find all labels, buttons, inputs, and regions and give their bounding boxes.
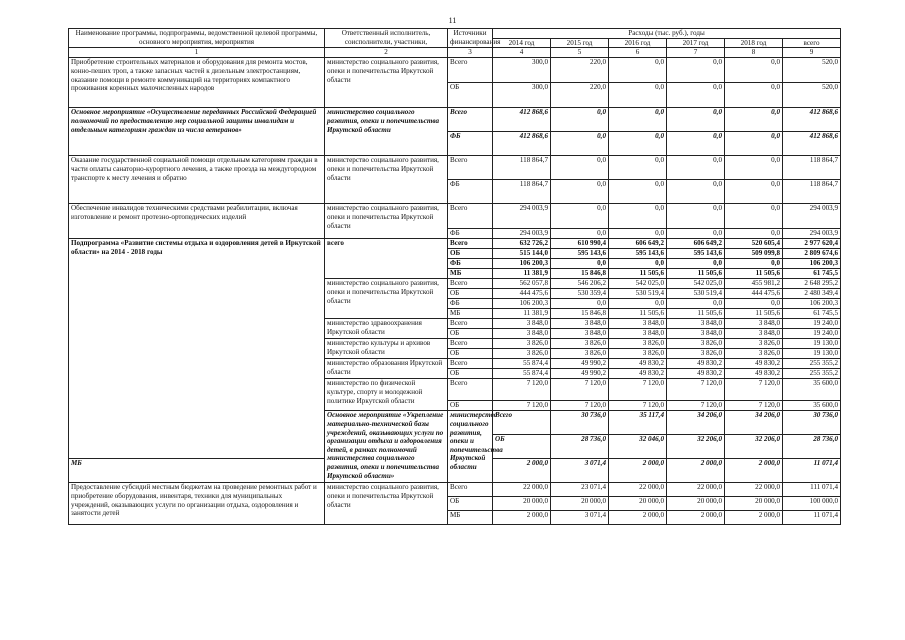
value-total: 19 240,0 bbox=[783, 319, 841, 329]
value-2016: 595 143,6 bbox=[609, 249, 667, 259]
funding-source: Всего bbox=[448, 339, 493, 349]
value-2018: 3 848,0 bbox=[725, 329, 783, 339]
value-2016: 606 649,2 bbox=[609, 239, 667, 249]
value-total: 11 071,4 bbox=[783, 459, 841, 483]
value-2017: 2 000,0 bbox=[667, 511, 725, 525]
value-2016: 0,0 bbox=[609, 299, 667, 309]
value-total: 255 355,2 bbox=[783, 369, 841, 379]
col-num: 2 bbox=[325, 48, 448, 58]
value-2018: 7 120,0 bbox=[725, 401, 783, 411]
value-total: 2 977 620,4 bbox=[783, 239, 841, 249]
value-total: 118 864,7 bbox=[783, 156, 841, 180]
value-2018: 0,0 bbox=[725, 156, 783, 180]
value-2015: 23 071,4 bbox=[551, 483, 609, 497]
program-name: Оказание государственной социальной помощи отдельным категориям граждан в части оплаты санаторно-курортного лечения, а также проезда на междугородном транспорте к месту лечения и обратно bbox=[69, 156, 325, 204]
funding-source: Всего bbox=[448, 58, 493, 83]
header-year-2016: 2016 год bbox=[609, 38, 667, 48]
value-2017: 20 000,0 bbox=[667, 497, 725, 511]
value-2018: 0,0 bbox=[725, 180, 783, 204]
value-2016: 3 848,0 bbox=[609, 319, 667, 329]
value-2017: 0,0 bbox=[667, 299, 725, 309]
value-2017: 49 830,2 bbox=[667, 369, 725, 379]
responsible-executor: министерство по физической культуре, спорту и молодежной политике Иркутской области bbox=[325, 379, 448, 411]
funding-source: Всего bbox=[493, 411, 551, 435]
value-2016: 0,0 bbox=[609, 156, 667, 180]
funding-source: Всего bbox=[448, 108, 493, 132]
funding-source: ФБ bbox=[448, 132, 493, 156]
value-2015: 3 071,4 bbox=[551, 511, 609, 525]
value-2014: 55 874,4 bbox=[493, 369, 551, 379]
value-2016: 542 025,0 bbox=[609, 279, 667, 289]
value-2016: 3 826,0 bbox=[609, 349, 667, 359]
value-2018: 520 605,4 bbox=[725, 239, 783, 249]
value-2016: 0,0 bbox=[609, 204, 667, 229]
value-2018: 20 000,0 bbox=[725, 497, 783, 511]
value-2015: 0,0 bbox=[551, 229, 609, 239]
value-2014: 3 848,0 bbox=[493, 329, 551, 339]
value-2015: 610 990,4 bbox=[551, 239, 609, 249]
header-year-2014: 2014 год bbox=[493, 38, 551, 48]
value-2016: 34 206,0 bbox=[667, 411, 725, 435]
value-2016: 0,0 bbox=[609, 180, 667, 204]
value-total: 294 003,9 bbox=[783, 204, 841, 229]
funding-source: ФБ bbox=[448, 229, 493, 239]
value-2018: 11 505,6 bbox=[725, 269, 783, 279]
value-2017: 49 830,2 bbox=[667, 359, 725, 369]
value-2015: 0,0 bbox=[551, 204, 609, 229]
value-total: 294 003,9 bbox=[783, 229, 841, 239]
value-total: 111 071,4 bbox=[783, 483, 841, 497]
value-2017: 11 505,6 bbox=[667, 269, 725, 279]
value-2014: 3 848,0 bbox=[493, 319, 551, 329]
value-2016: 2 000,0 bbox=[609, 511, 667, 525]
value-2018: 455 981,2 bbox=[725, 279, 783, 289]
value-2018: 0,0 bbox=[725, 259, 783, 269]
program-name: Обеспечение инвалидов техническими средствами реабилитации, включая изготовление и ремонт протезно-ортопедических изделий bbox=[69, 204, 325, 239]
responsible-executor: министерство культуры и архивов Иркутской области bbox=[325, 339, 448, 359]
funding-source: МБ bbox=[448, 309, 493, 319]
value-2014: 20 000,0 bbox=[493, 497, 551, 511]
value-2016: 0,0 bbox=[609, 132, 667, 156]
program-name: Основное мероприятие «Укрепление материально-технической базы учреждений, оказывающих услуги по организации отдыха и оздоровления детей, в рамках полномочий министерства социального развития, опеки и попечительства Иркутской области» bbox=[325, 411, 448, 483]
value-2014: 294 003,9 bbox=[493, 229, 551, 239]
funding-source: Всего bbox=[448, 319, 493, 329]
responsible-executor: всего bbox=[325, 239, 448, 279]
value-2015: 3 826,0 bbox=[551, 349, 609, 359]
value-2017: 0,0 bbox=[667, 259, 725, 269]
value-total: 2 480 349,4 bbox=[783, 289, 841, 299]
funding-source: МБ bbox=[448, 511, 493, 525]
program-name: Приобретение строительных материалов и оборудования для ремонта мостов, конно-пеших троп, а также запасных частей к дизельным электростанциям, оказание помощи в ремонте коммуникаций на территориях компактного проживания коренных малочисленных народов bbox=[69, 58, 325, 108]
value-2017: 3 826,0 bbox=[667, 349, 725, 359]
value-2018: 30 736,0 bbox=[783, 411, 841, 435]
page-number: 11 bbox=[448, 16, 457, 25]
value-2016: 3 826,0 bbox=[609, 339, 667, 349]
header-program: Наименование программы, подпрограммы, ведомственной целевой программы, основного мероприятия, мероприятия bbox=[69, 29, 325, 48]
expenses-table bbox=[68, 28, 841, 525]
header-year-2015: 2015 год bbox=[551, 38, 609, 48]
funding-source: ФБ bbox=[448, 180, 493, 204]
value-total: 255 355,2 bbox=[783, 359, 841, 369]
value-total: 100 000,0 bbox=[783, 497, 841, 511]
value-total: 118 864,7 bbox=[783, 180, 841, 204]
value-2014: 118 864,7 bbox=[493, 156, 551, 180]
value-2016: 49 830,2 bbox=[609, 359, 667, 369]
funding-source: ОБ bbox=[493, 435, 551, 459]
value-2015: 20 000,0 bbox=[551, 497, 609, 511]
value-2014: 515 144,0 bbox=[493, 249, 551, 259]
value-2015: 7 120,0 bbox=[551, 379, 609, 401]
responsible-executor: министерство здравоохранения Иркутской области bbox=[325, 319, 448, 339]
value-2018: 2 000,0 bbox=[725, 459, 783, 483]
funding-source: Всего bbox=[448, 483, 493, 497]
funding-source: ОБ bbox=[448, 329, 493, 339]
funding-source: МБ bbox=[448, 269, 493, 279]
value-2017: 595 143,6 bbox=[667, 249, 725, 259]
value-2018: 49 830,2 bbox=[725, 359, 783, 369]
value-2014: 632 726,2 bbox=[493, 239, 551, 249]
value-total: 2 648 295,2 bbox=[783, 279, 841, 289]
value-2014: 106 200,3 bbox=[493, 299, 551, 309]
funding-source: ОБ bbox=[448, 349, 493, 359]
value-2017: 3 826,0 bbox=[667, 339, 725, 349]
subprogram-name: Подпрограмма «Развитие системы отдыха и оздоровления детей в Иркутской области» на 2014 - 2018 годы bbox=[69, 239, 325, 459]
value-2017: 11 505,6 bbox=[667, 309, 725, 319]
value-2018: 22 000,0 bbox=[725, 483, 783, 497]
value-2016: 2 000,0 bbox=[609, 459, 667, 483]
value-2014: 444 475,6 bbox=[493, 289, 551, 299]
value-2015: 3 826,0 bbox=[551, 339, 609, 349]
value-2016: 11 505,6 bbox=[609, 309, 667, 319]
value-total: 35 600,0 bbox=[783, 401, 841, 411]
value-2015: 530 359,4 bbox=[551, 289, 609, 299]
value-2014: 562 057,8 bbox=[493, 279, 551, 289]
value-2017: 2 000,0 bbox=[667, 459, 725, 483]
value-total: 2 809 674,6 bbox=[783, 249, 841, 259]
value-2018: 2 000,0 bbox=[725, 511, 783, 525]
col-num: 9 bbox=[783, 48, 841, 58]
value-2018: 444 475,6 bbox=[725, 289, 783, 299]
value-2014: 3 826,0 bbox=[493, 349, 551, 359]
value-2017: 22 000,0 bbox=[667, 483, 725, 497]
value-2014: 118 864,7 bbox=[493, 180, 551, 204]
value-total: 19 240,0 bbox=[783, 329, 841, 339]
value-total: 35 600,0 bbox=[783, 379, 841, 401]
responsible-executor: министерство социального развития, опеки и попечительства Иркутской области bbox=[325, 108, 448, 156]
funding-source: МБ bbox=[69, 459, 325, 483]
value-2017: 542 025,0 bbox=[667, 279, 725, 289]
responsible-executor: министерство образования Иркутской области bbox=[325, 359, 448, 379]
header-year-2018: 2018 год bbox=[725, 38, 783, 48]
value-2016: 0,0 bbox=[609, 58, 667, 83]
value-total: 106 200,3 bbox=[783, 259, 841, 269]
funding-source: Всего bbox=[448, 379, 493, 401]
funding-source: ОБ bbox=[448, 83, 493, 108]
col-num: 1 bbox=[69, 48, 325, 58]
value-2014: 30 736,0 bbox=[551, 411, 609, 435]
value-2015: 15 846,8 bbox=[551, 269, 609, 279]
value-2018: 0,0 bbox=[725, 58, 783, 83]
value-2014: 294 003,9 bbox=[493, 204, 551, 229]
value-total: 412 868,6 bbox=[783, 132, 841, 156]
header-expenses: Расходы (тыс. руб.), годы bbox=[493, 29, 841, 39]
col-num: 3 bbox=[448, 48, 493, 58]
value-2014: 2 000,0 bbox=[493, 459, 551, 483]
value-total: 61 745,5 bbox=[783, 269, 841, 279]
value-2016: 0,0 bbox=[609, 259, 667, 269]
value-2014: 106 200,3 bbox=[493, 259, 551, 269]
col-num: 5 bbox=[551, 48, 609, 58]
value-2018: 0,0 bbox=[725, 204, 783, 229]
value-2015: 49 990,2 bbox=[551, 369, 609, 379]
value-total: 11 071,4 bbox=[783, 511, 841, 525]
value-2016: 530 519,4 bbox=[609, 289, 667, 299]
header-total: всего bbox=[783, 38, 841, 48]
value-2015: 3 848,0 bbox=[551, 329, 609, 339]
col-num: 6 bbox=[609, 48, 667, 58]
value-total: 412 868,6 bbox=[783, 108, 841, 132]
value-2015: 0,0 bbox=[551, 132, 609, 156]
value-2018: 3 848,0 bbox=[725, 319, 783, 329]
funding-source: ОБ bbox=[448, 369, 493, 379]
value-2018: 0,0 bbox=[725, 108, 783, 132]
value-2018: 11 505,6 bbox=[725, 309, 783, 319]
col-num: 4 bbox=[493, 48, 551, 58]
value-2014: 22 000,0 bbox=[493, 483, 551, 497]
value-2017: 7 120,0 bbox=[667, 401, 725, 411]
value-2017: 0,0 bbox=[667, 180, 725, 204]
value-2016: 0,0 bbox=[609, 108, 667, 132]
value-2015: 7 120,0 bbox=[551, 401, 609, 411]
value-2015: 3 071,4 bbox=[551, 459, 609, 483]
funding-source: Всего bbox=[448, 359, 493, 369]
value-2017: 530 519,4 bbox=[667, 289, 725, 299]
value-2015: 0,0 bbox=[551, 180, 609, 204]
value-2014: 300,0 bbox=[493, 58, 551, 83]
program-name: Предоставление субсидий местным бюджетам на проведение ремонтных работ и приобретение оборудования, инвентаря, техники для муниципальных учреждений, оказывающих услуги по организации отдыха, оздоровления и занятости детей bbox=[69, 483, 325, 525]
funding-source: ОБ bbox=[448, 497, 493, 511]
responsible-executor: министерство социального развития, опеки и попечительства Иркутской области bbox=[325, 483, 448, 525]
header-source: Источники финансирования bbox=[448, 29, 493, 48]
value-2018: 0,0 bbox=[725, 83, 783, 108]
responsible-executor: министерство социального развития, опеки и попечительства Иркутской области bbox=[448, 411, 493, 483]
program-name: Основное мероприятие «Осуществление переданных Российской Федерацией полномочий по предоставлению мер социальной защиты инвалидам и отдельным категориям граждан из числа ветеранов» bbox=[69, 108, 325, 156]
value-2018: 3 826,0 bbox=[725, 349, 783, 359]
value-2015: 0,0 bbox=[551, 156, 609, 180]
value-2016: 7 120,0 bbox=[609, 379, 667, 401]
responsible-executor: министерство социального развития, опеки и попечительства Иркутской области bbox=[325, 204, 448, 239]
value-2018: 0,0 bbox=[725, 229, 783, 239]
value-2014: 55 874,4 bbox=[493, 359, 551, 369]
value-2018: 0,0 bbox=[725, 299, 783, 309]
value-2015: 220,0 bbox=[551, 83, 609, 108]
value-2016: 22 000,0 bbox=[609, 483, 667, 497]
funding-source: Всего bbox=[448, 204, 493, 229]
value-2017: 0,0 bbox=[667, 156, 725, 180]
funding-source: ОБ bbox=[448, 289, 493, 299]
header-year-2017: 2017 год bbox=[667, 38, 725, 48]
value-2014: 28 736,0 bbox=[551, 435, 609, 459]
value-2016: 20 000,0 bbox=[609, 497, 667, 511]
value-2014: 300,0 bbox=[493, 83, 551, 108]
value-total: 520,0 bbox=[783, 83, 841, 108]
value-2017: 0,0 bbox=[667, 229, 725, 239]
value-2017: 0,0 bbox=[667, 204, 725, 229]
value-total: 19 130,0 bbox=[783, 349, 841, 359]
responsible-executor: министерство социального развития, опеки и попечительства Иркутской области bbox=[325, 156, 448, 204]
value-2014: 7 120,0 bbox=[493, 401, 551, 411]
value-2015: 0,0 bbox=[551, 108, 609, 132]
value-2015: 546 206,2 bbox=[551, 279, 609, 289]
value-2017: 7 120,0 bbox=[667, 379, 725, 401]
value-2016: 7 120,0 bbox=[609, 401, 667, 411]
funding-source: Всего bbox=[448, 279, 493, 289]
value-2015: 220,0 bbox=[551, 58, 609, 83]
funding-source: ОБ bbox=[448, 401, 493, 411]
value-2017: 0,0 bbox=[667, 83, 725, 108]
value-total: 106 200,3 bbox=[783, 299, 841, 309]
funding-source: Всего bbox=[448, 239, 493, 249]
value-2015: 3 848,0 bbox=[551, 319, 609, 329]
value-2015: 35 117,4 bbox=[609, 411, 667, 435]
responsible-executor: министерство социального развития, опеки и попечительства Иркутской области bbox=[325, 279, 448, 319]
value-2018: 7 120,0 bbox=[725, 379, 783, 401]
value-2018: 49 830,2 bbox=[725, 369, 783, 379]
value-2015: 49 990,2 bbox=[551, 359, 609, 369]
value-2018: 0,0 bbox=[725, 132, 783, 156]
value-2018: 28 736,0 bbox=[783, 435, 841, 459]
funding-source: ФБ bbox=[448, 259, 493, 269]
value-2017: 3 848,0 bbox=[667, 319, 725, 329]
value-2015: 0,0 bbox=[551, 299, 609, 309]
value-2016: 11 505,6 bbox=[609, 269, 667, 279]
value-2016: 32 206,0 bbox=[667, 435, 725, 459]
value-2014: 7 120,0 bbox=[493, 379, 551, 401]
funding-source: ОБ bbox=[448, 249, 493, 259]
value-total: 61 745,5 bbox=[783, 309, 841, 319]
funding-source: ФБ bbox=[448, 299, 493, 309]
col-num: 8 bbox=[725, 48, 783, 58]
value-2018: 509 099,8 bbox=[725, 249, 783, 259]
value-2017: 0,0 bbox=[667, 132, 725, 156]
value-2015: 595 143,6 bbox=[551, 249, 609, 259]
value-2014: 412 868,6 bbox=[493, 108, 551, 132]
value-2017: 606 649,2 bbox=[667, 239, 725, 249]
value-2017: 0,0 bbox=[667, 58, 725, 83]
value-2016: 0,0 bbox=[609, 229, 667, 239]
value-2014: 3 826,0 bbox=[493, 339, 551, 349]
value-2014: 2 000,0 bbox=[493, 511, 551, 525]
value-2015: 15 846,8 bbox=[551, 309, 609, 319]
value-2016: 49 830,2 bbox=[609, 369, 667, 379]
value-2017: 32 206,0 bbox=[725, 435, 783, 459]
responsible-executor: министерство социального развития, опеки и попечительства Иркутской области bbox=[325, 58, 448, 108]
value-total: 520,0 bbox=[783, 58, 841, 83]
value-2016: 3 848,0 bbox=[609, 329, 667, 339]
value-2018: 3 826,0 bbox=[725, 339, 783, 349]
value-2014: 412 868,6 bbox=[493, 132, 551, 156]
value-2014: 11 381,9 bbox=[493, 309, 551, 319]
value-2017: 0,0 bbox=[667, 108, 725, 132]
value-2016: 0,0 bbox=[609, 83, 667, 108]
value-2014: 11 381,9 bbox=[493, 269, 551, 279]
value-2015: 0,0 bbox=[551, 259, 609, 269]
value-2015: 32 046,0 bbox=[609, 435, 667, 459]
value-total: 19 130,0 bbox=[783, 339, 841, 349]
header-responsible: Ответственный исполнитель, соисполнители, участники, bbox=[325, 29, 448, 48]
value-2017: 34 206,0 bbox=[725, 411, 783, 435]
col-num: 7 bbox=[667, 48, 725, 58]
funding-source: Всего bbox=[448, 156, 493, 180]
value-2017: 3 848,0 bbox=[667, 329, 725, 339]
